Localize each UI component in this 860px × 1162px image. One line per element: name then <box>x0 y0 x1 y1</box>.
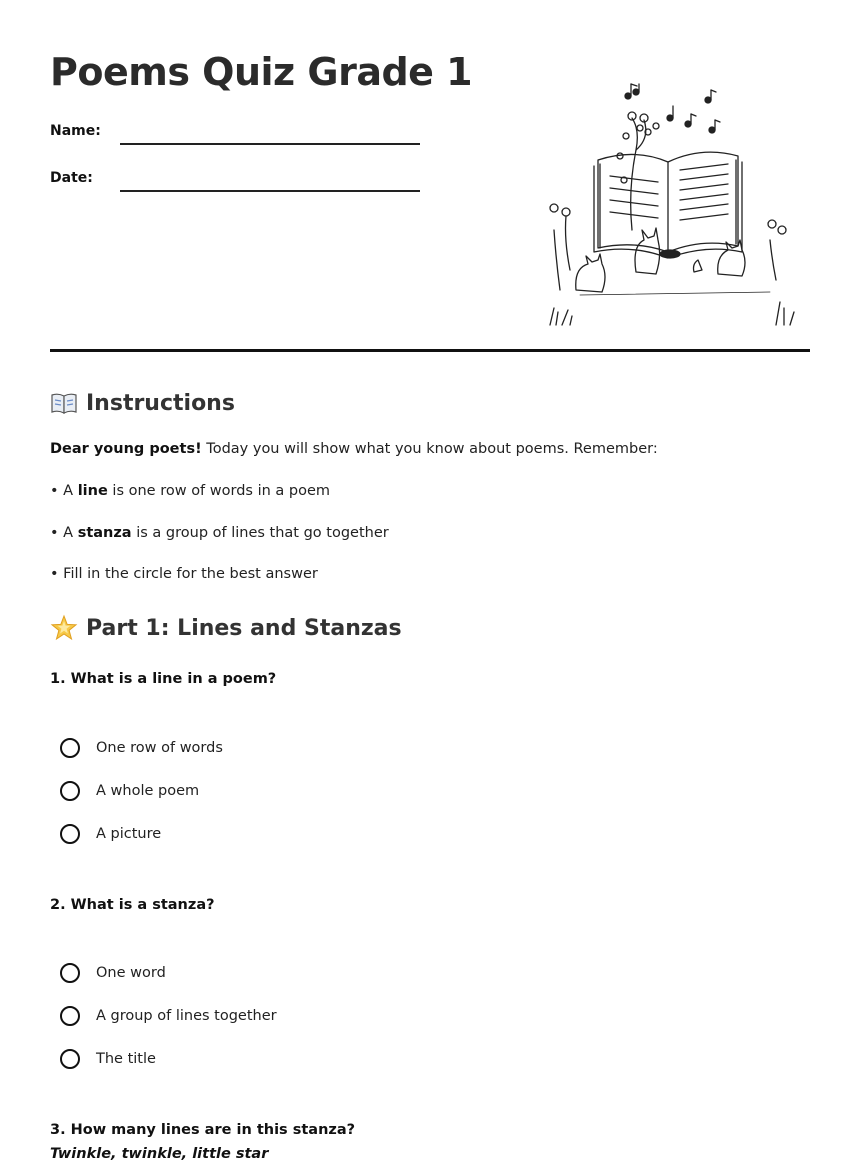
bullet-prefix: • Fill in the circle for the best answer <box>50 566 318 582</box>
bullet-prefix: • A <box>50 525 78 541</box>
option-text: One row of words <box>96 740 223 756</box>
radio-circle[interactable] <box>60 738 80 758</box>
bullet-bold: stanza <box>77 525 132 541</box>
q2-option-a[interactable] <box>60 960 166 986</box>
glowing-star-icon <box>50 614 78 642</box>
option-text: The title <box>96 1051 156 1067</box>
option-text: One word <box>96 965 166 981</box>
page-title: Poems Quiz Grade 1 <box>50 50 473 94</box>
radio-circle[interactable] <box>60 824 80 844</box>
instruction-bullet <box>50 483 330 499</box>
book-illustration <box>540 80 810 330</box>
name-label: Name: <box>50 123 101 139</box>
bullet-rest: is a group of lines that go together <box>131 525 389 541</box>
date-label: Date: <box>50 170 93 186</box>
bullet-prefix: • A <box>50 483 78 499</box>
part1-heading-text: Part 1: Lines and Stanzas <box>86 615 402 641</box>
radio-circle[interactable] <box>60 963 80 983</box>
bullet-bold: line <box>77 483 108 499</box>
date-field <box>50 170 430 200</box>
intro-rest: Today you will show what you know about poems. Remember: <box>201 441 658 457</box>
question-2: 2. What is a stanza? <box>50 897 215 913</box>
instructions-heading <box>50 389 235 417</box>
date-blank-line[interactable] <box>120 190 420 192</box>
bullet-rest: is one row of words in a poem <box>107 483 331 499</box>
worksheet-page <box>50 0 810 1161</box>
instruction-bullet <box>50 525 389 541</box>
option-text: A whole poem <box>96 783 200 799</box>
question-1: 1. What is a line in a poem? <box>50 671 277 687</box>
poem-line: Twinkle, twinkle, little star <box>50 1146 269 1162</box>
radio-circle[interactable] <box>60 1049 80 1069</box>
name-blank-line[interactable] <box>120 143 420 145</box>
part1-heading <box>50 614 402 642</box>
header-divider <box>50 349 810 352</box>
radio-circle[interactable] <box>60 1006 80 1026</box>
q1-option-a[interactable] <box>60 735 223 761</box>
q2-option-c[interactable] <box>60 1046 156 1072</box>
name-field <box>50 123 430 153</box>
instruction-bullet <box>50 566 318 582</box>
q1-option-b[interactable] <box>60 778 199 804</box>
instructions-intro <box>50 441 658 457</box>
instructions-heading-text: Instructions <box>86 390 235 416</box>
question-3: 3. How many lines are in this stanza? <box>50 1122 356 1138</box>
option-text: A picture <box>96 826 162 842</box>
q1-option-c[interactable] <box>60 821 161 847</box>
radio-circle[interactable] <box>60 781 80 801</box>
option-text: A group of lines together <box>96 1008 277 1024</box>
open-book-icon <box>50 389 78 417</box>
intro-bold: Dear young poets! <box>50 441 202 457</box>
q2-option-b[interactable] <box>60 1003 277 1029</box>
